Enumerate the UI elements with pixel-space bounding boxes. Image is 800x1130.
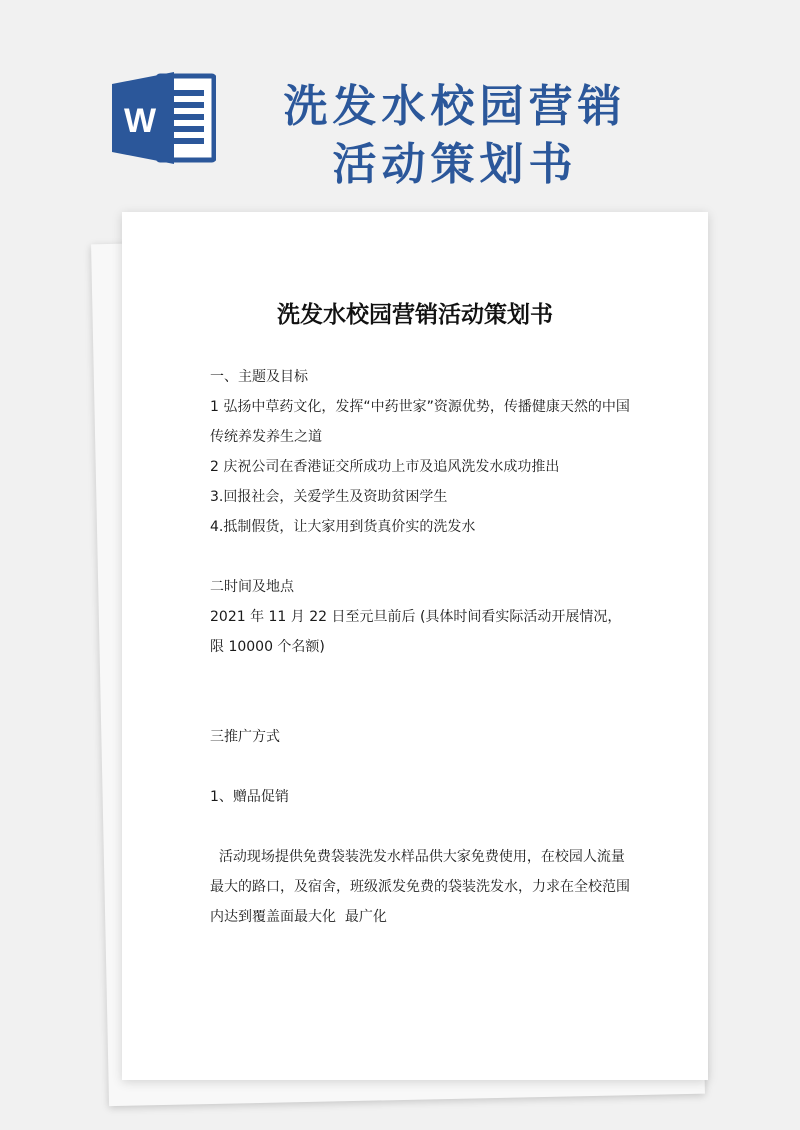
document-title: 洗发水校园营销活动策划书	[277, 302, 553, 328]
document-body	[210, 362, 630, 932]
section3-text: 活动现场提供免费袋装洗发水样品供大家免费使用，在校园人流量最大的路口，及宿舍，班级派发免费的袋装洗发水，力求在全校范围内达到覆盖面最大化 最广化	[210, 849, 630, 925]
section1-item-2: 2 庆祝公司在香港证交所成功上市及追风洗发水成功推出	[210, 459, 560, 475]
section3-heading: 三推广方式	[210, 729, 280, 745]
section2-text: 2021 年 11 月 22 日至元旦前后 (具体时间看实际活动开展情况，限 10000 个名额)	[210, 609, 622, 655]
word-icon-letter: W	[123, 102, 157, 140]
word-app-icon	[112, 70, 216, 166]
section1-item-4: 4.抵制假货，让大家用到货真价实的洗发水	[210, 519, 476, 535]
section2-heading: 二时间及地点	[210, 579, 294, 595]
banner-title-line2: 活动策划书	[332, 139, 578, 190]
section1-heading: 一、主题及目标	[210, 369, 308, 385]
section3-sub-heading: 1、赠品促销	[210, 789, 289, 805]
document-page	[122, 212, 708, 1080]
section1-item-1: 1 弘扬中草药文化，发挥“中药世家”资源优势，传播健康天然的中国传统养发养生之道	[210, 399, 630, 445]
banner-title-line1: 洗发水校园营销	[283, 81, 627, 132]
section1-item-3: 3.回报社会，关爱学生及资助贫困学生	[210, 489, 448, 505]
banner-title	[250, 78, 660, 194]
